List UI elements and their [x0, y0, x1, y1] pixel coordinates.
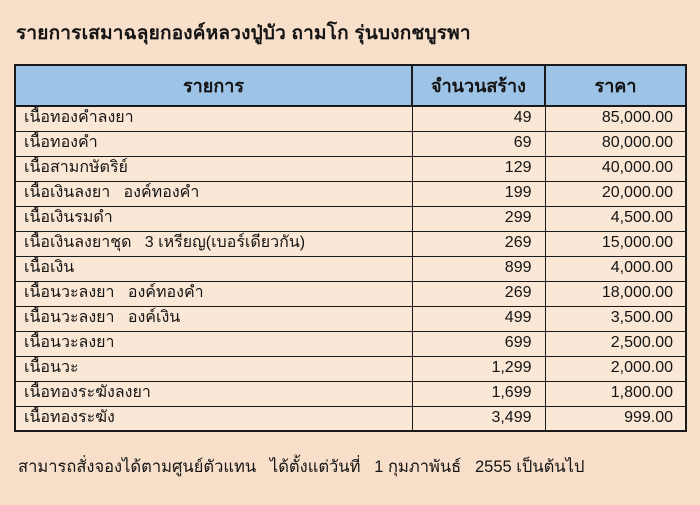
price-cell: 4,500.00: [545, 206, 686, 231]
price-cell: 3,500.00: [545, 306, 686, 331]
price-cell: 1,800.00: [545, 381, 686, 406]
table-row: [15, 356, 686, 381]
item-cell: เนื้อเงินลงยาชุด 3 เหรียญ(เบอร์เดียวกัน): [15, 231, 412, 256]
item-cell: เนื้อทองคำลงยา: [15, 106, 412, 131]
item-cell: เนื้อเงิน: [15, 256, 412, 281]
page-title: รายการเสมาฉลุยกองค์หลวงปู่บัว ถามโก รุ่นบงกชบูรพา: [16, 23, 471, 44]
quantity-cell: 699: [412, 331, 545, 356]
header-item: รายการ: [15, 65, 412, 106]
table-row: [15, 306, 686, 331]
table-row: [15, 331, 686, 356]
item-cell: เนื้อนวะลงยา องค์ทองคำ: [15, 281, 412, 306]
item-cell: เนื้อทองระฆัง: [15, 406, 412, 431]
table-row: [15, 131, 686, 156]
quantity-cell: 1,299: [412, 356, 545, 381]
price-cell: 85,000.00: [545, 106, 686, 131]
table-row: [15, 406, 686, 431]
table-row: [15, 206, 686, 231]
quantity-cell: 1,699: [412, 381, 545, 406]
item-cell: เนื้อนวะ: [15, 356, 412, 381]
table-row: [15, 181, 686, 206]
item-cell: เนื้อนวะลงยา องค์เงิน: [15, 306, 412, 331]
quantity-cell: 49: [412, 106, 545, 131]
item-cell: เนื้อสามกษัตริย์: [15, 156, 412, 181]
item-cell: เนื้อนวะลงยา: [15, 331, 412, 356]
table-row: [15, 381, 686, 406]
table-header-row: [15, 65, 686, 106]
quantity-cell: 499: [412, 306, 545, 331]
quantity-cell: 69: [412, 131, 545, 156]
price-cell: 80,000.00: [545, 131, 686, 156]
quantity-cell: 129: [412, 156, 545, 181]
price-cell: 2,000.00: [545, 356, 686, 381]
table-row: [15, 231, 686, 256]
item-cell: เนื้อเงินลงยา องค์ทองคำ: [15, 181, 412, 206]
quantity-cell: 269: [412, 281, 545, 306]
table-row: [15, 106, 686, 131]
header-quantity: จำนวนสร้าง: [412, 65, 545, 106]
quantity-cell: 299: [412, 206, 545, 231]
table-row: [15, 156, 686, 181]
quantity-cell: 3,499: [412, 406, 545, 431]
item-cell: เนื้อเงินรมดำ: [15, 206, 412, 231]
price-cell: 18,000.00: [545, 281, 686, 306]
quantity-cell: 199: [412, 181, 545, 206]
quantity-cell: 269: [412, 231, 545, 256]
header-price: ราคา: [545, 65, 686, 106]
price-table: [14, 64, 687, 432]
price-cell: 2,500.00: [545, 331, 686, 356]
quantity-cell: 899: [412, 256, 545, 281]
item-cell: เนื้อทองคำ: [15, 131, 412, 156]
table-row: [15, 281, 686, 306]
price-cell: 40,000.00: [545, 156, 686, 181]
table-row: [15, 256, 686, 281]
price-cell: 15,000.00: [545, 231, 686, 256]
price-cell: 20,000.00: [545, 181, 686, 206]
price-cell: 999.00: [545, 406, 686, 431]
item-cell: เนื้อทองระฆังลงยา: [15, 381, 412, 406]
price-cell: 4,000.00: [545, 256, 686, 281]
footer-note: สามารถสั่งจองได้ตามศูนย์ตัวแทน ได้ตั้งแต่วันที่ 1 กุมภาพันธ์ 2555 เป็นต้นไป: [18, 458, 585, 476]
